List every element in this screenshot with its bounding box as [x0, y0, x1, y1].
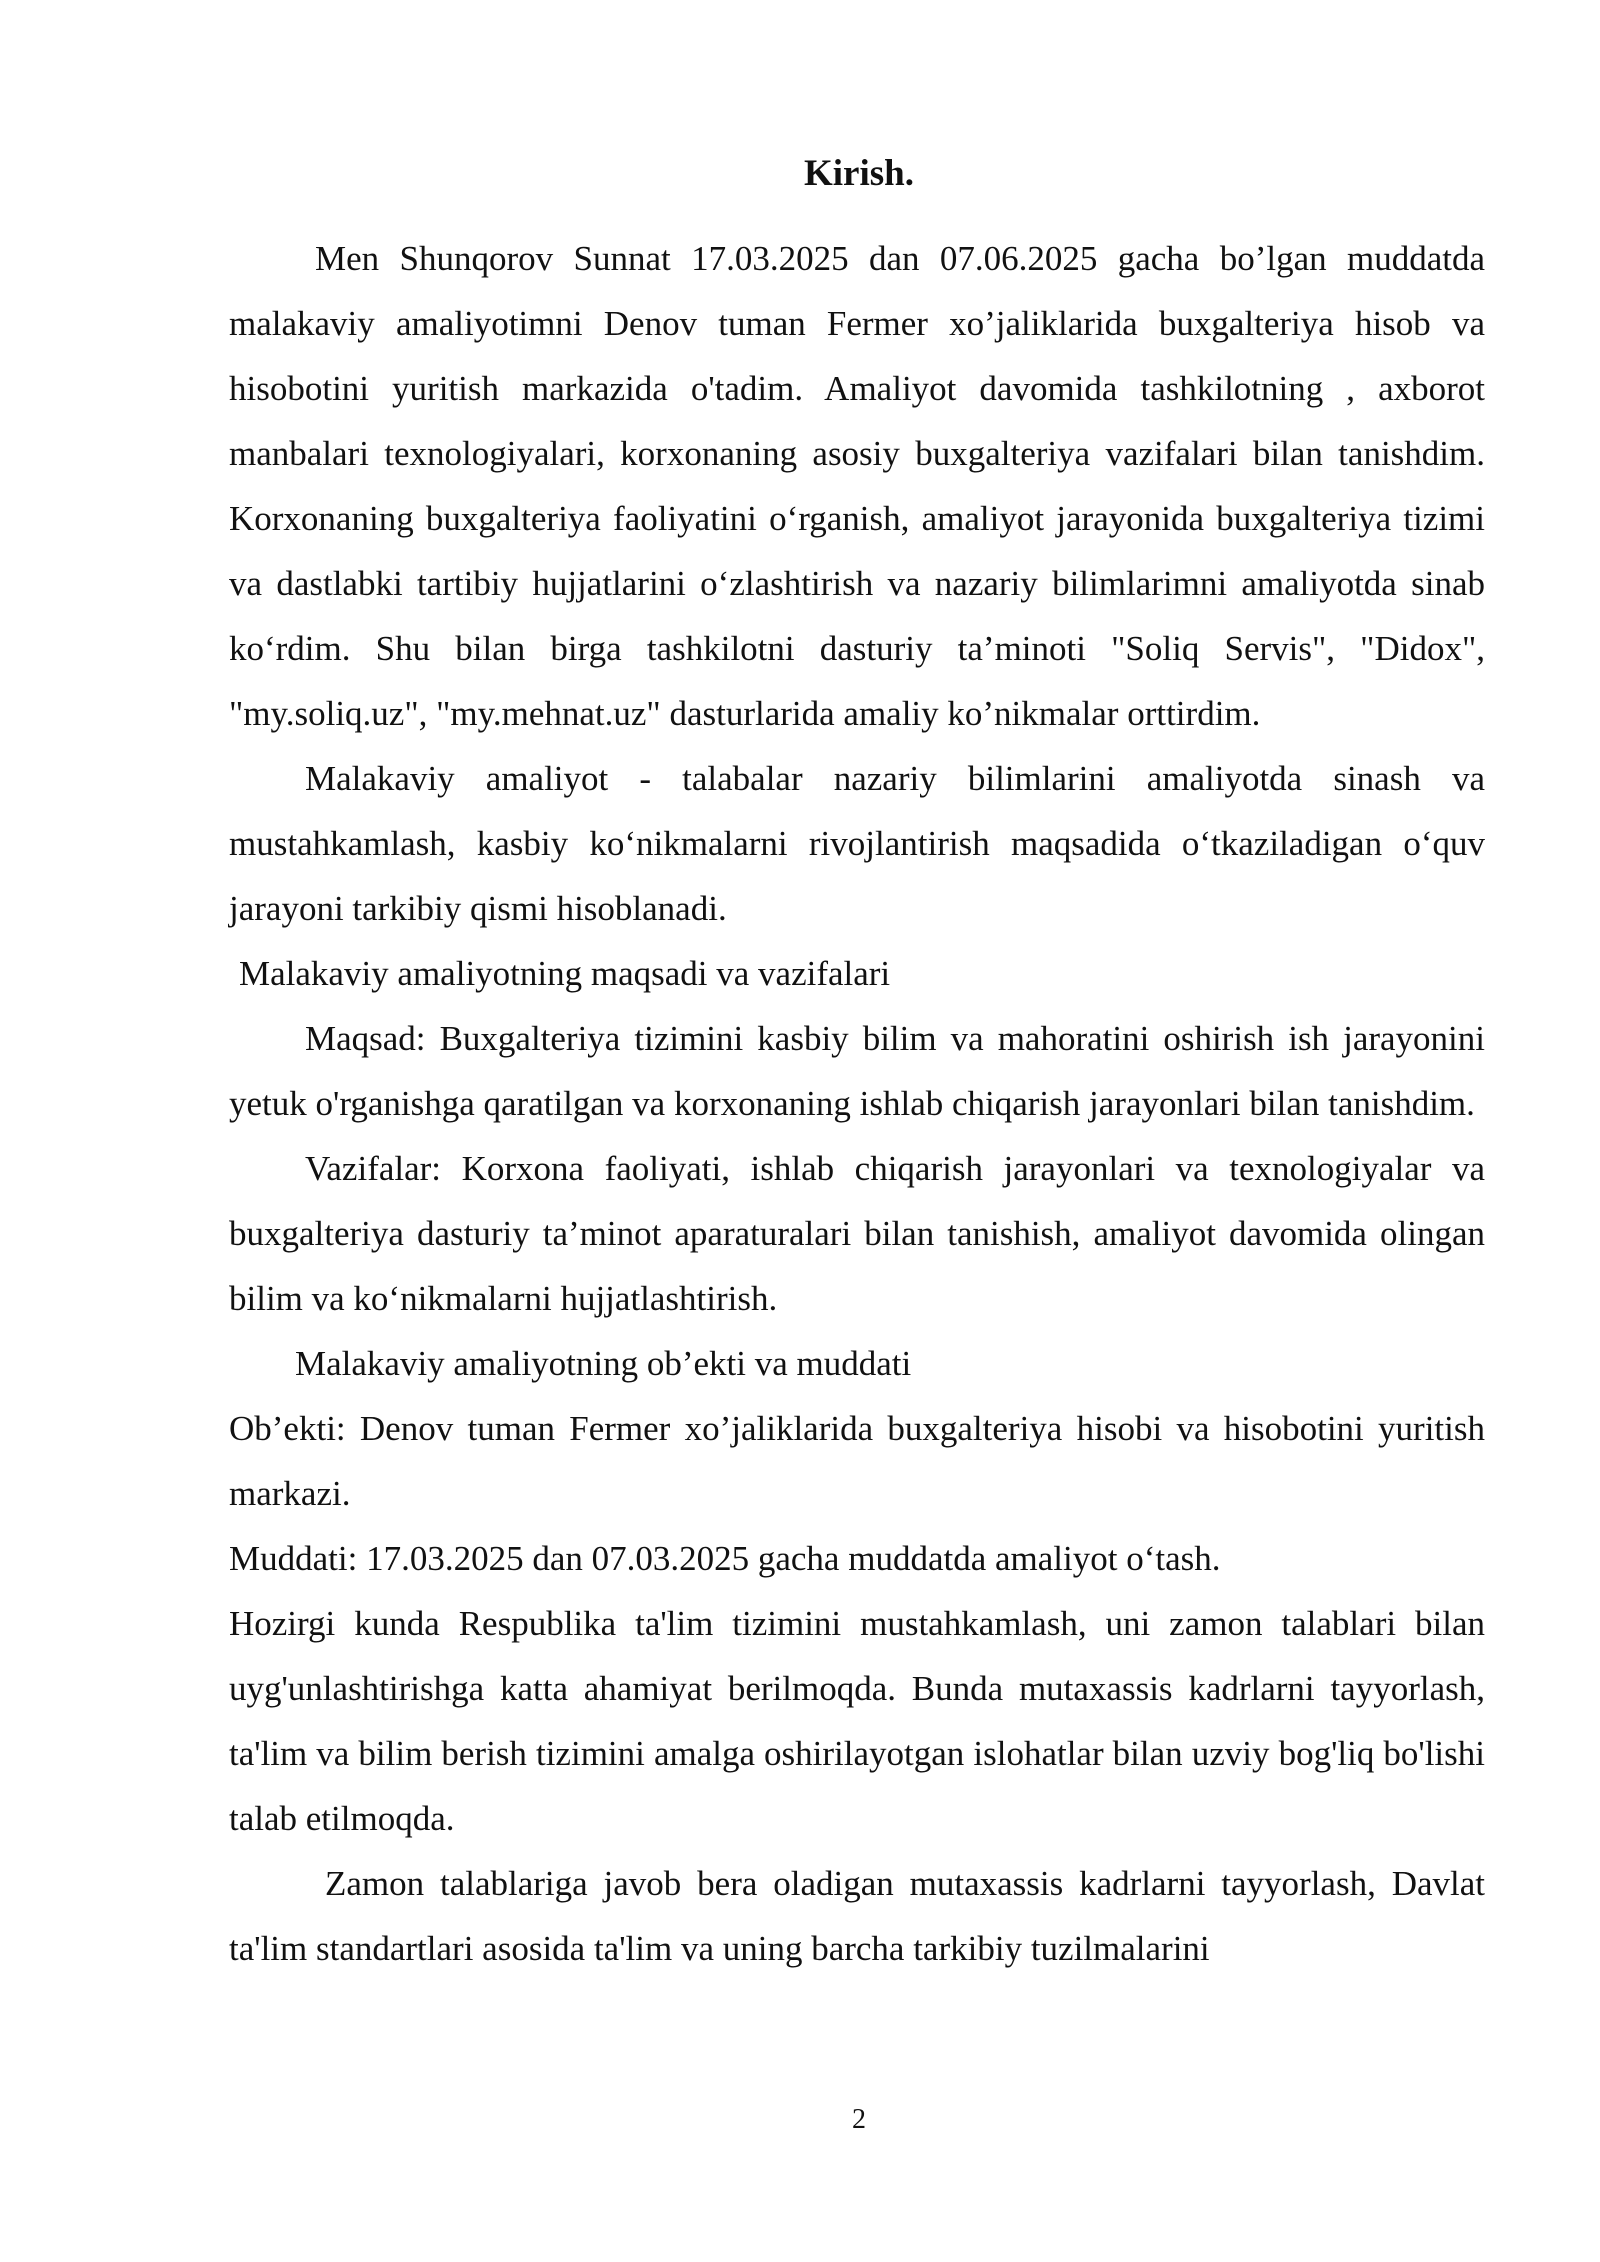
paragraph-tasks: Vazifalar: Korxona faoliyati, ishlab chiqarish jarayonlari va texnologiyalar va buxgalteriya dasturiy ta’minot aparaturalari bilan tanishish, amaliyot davomida olingan bilim va ko‘nikmalarni hujjatlashtirish.: [229, 1149, 1485, 1318]
paragraph-goal: Maqsad: Buxgalteriya tizimini kasbiy bilim va mahoratini oshirish ish jarayonini yetuk o'rganishga qaratilgan va korxonaning ishlab chiqarish jarayonlari bilan tanishdim.: [229, 1019, 1485, 1123]
page-number: 2: [852, 2104, 866, 2135]
subheading-goals: Malakaviy amaliyotning maqsadi va vazifalari: [239, 954, 891, 993]
document-body: [229, 226, 1485, 1981]
paragraph-period: Muddati: 17.03.2025 dan 07.03.2025 gacha muddatda amaliyot o‘tash.: [229, 1539, 1221, 1578]
paragraph-education: Hozirgi kunda Respublika ta'lim tizimini mustahkamlash, uni zamon talablari bilan uyg'unlashtirishga katta ahamiyat berilmoqda. Bunda mutaxassis kadrlarni tayyorlash, ta'lim va bilim berish tizimini amalga oshirilayotgan islohatlar bilan uzviy bog'liq bo'lishi talab etilmoqda.: [229, 1604, 1485, 1838]
paragraph-standards: Zamon talablariga javob bera oladigan mutaxassis kadrlarni tayyorlash, Davlat ta'lim standartlari asosida ta'lim va uning barcha tarkibiy tuzilmalarini: [229, 1864, 1485, 1968]
document-title: Kirish.: [804, 153, 914, 194]
paragraph-object: Ob’ekti: Denov tuman Fermer xo’jaliklarida buxgalteriya hisobi va hisobotini yuritish markazi.: [229, 1409, 1485, 1513]
paragraph-intro: Men Shunqorov Sunnat 17.03.2025 dan 07.06.2025 gacha bo’lgan muddatda malakaviy amaliyotimni Denov tuman Fermer xo’jaliklarida buxgalteriya hisob va hisobotini yuritish markazida o'tadim. Amaliyot davomida tashkilotning , axborot manbalari texnologiyalari, korxonaning asosiy buxgalteriya vazifalari bilan tanishdim. Korxonaning buxgalteriya faoliyatini o‘rganish, amaliyot jarayonida buxgalteriya tizimi va dastlabki tartibiy hujjatlarini o‘zlashtirish va nazariy bilimlarimni amaliyotda sinab ko‘rdim. Shu bilan birga tashkilotni dasturiy ta’minoti "Soliq Servis", "Didox", "my.soliq.uz", "my.mehnat.uz" dasturlarida amaliy ko’nikmalar orttirdim.: [229, 239, 1485, 733]
paragraph-definition: Malakaviy amaliyot - talabalar nazariy bilimlarini amaliyotda sinash va mustahkamlash, kasbiy ko‘nikmalarni rivojlantirish maqsadida o‘tkaziladigan o‘quv jarayoni tarkibiy qismi hisoblanadi.: [229, 759, 1485, 928]
subheading-object: Malakaviy amaliyotning ob’ekti va muddati: [295, 1344, 912, 1383]
